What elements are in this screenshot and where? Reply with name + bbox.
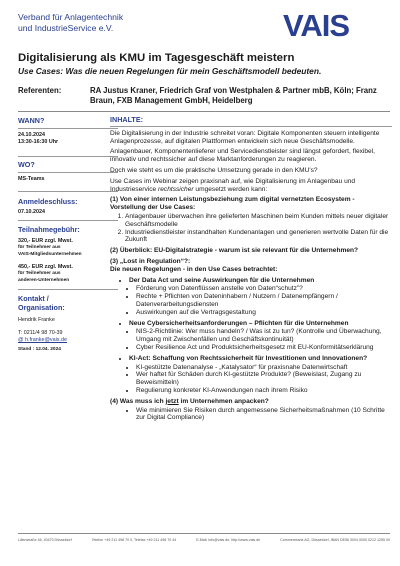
point-1-heading: (1) Von einer internen Leistungsbeziehung zum digital vernetzten Ecosystem - Vorstellung der Use Cases: [110, 196, 355, 212]
list-item: • KI-gestützte Datenanalyse - „Katalysator“ für praxisnahe Datenwirtschaft [136, 364, 392, 372]
wo-heading: WO? [18, 160, 35, 169]
inhalte-section [110, 116, 392, 422]
divider [18, 156, 118, 157]
ki-list [110, 364, 392, 395]
list-item: • Förderung von Datenflüssen anstelle von Daten“schutz”? [136, 285, 392, 293]
intro-paragraph-3: Doch wie steht es um die praktische Umsetzung gerade in den KMU's? [110, 166, 318, 174]
fee-others: 450,- EUR zzgl. Mwst. [18, 264, 73, 270]
data-act-list [110, 285, 392, 316]
gebuehr-heading: Teilnahmegebühr: [18, 225, 80, 234]
fee-others-note-2: anderen-Unternehmen [18, 277, 70, 283]
list-item: • Cyber Resilience Act und Produktsicherheitsgesetz mit EU-Konformitätserklärung [136, 344, 392, 352]
contact-email-link[interactable]: @ h.franke@vais.de [18, 337, 68, 343]
intro-paragraph-1: Die Digitalisierung in der Industrie schreitet voran: Digitale Komponenten steuern intelligente Anlagenprozesse, auf digitalen Plattformen entwickeln sich neue Geschäftsmodelle. [110, 129, 380, 145]
kontakt-heading-1: Kontakt / [18, 294, 49, 303]
divider [18, 128, 118, 129]
point-3-subheading: Die neuen Regelungen - in den Use Cases betrachtet: [110, 265, 278, 273]
org-line-1: Verband für Anlagentechnik [18, 12, 124, 22]
fee-members-note-1: für Teilnehmer aus [18, 245, 61, 250]
fee-others-note-1: für Teilnehmer aus [18, 271, 61, 276]
intro-paragraph-4 [110, 178, 392, 194]
footer-bank: Commerzbank AG, Düsseldorf, IBAN DE56 3004 0000 0212 1255 00 [280, 538, 390, 542]
contact-name: Hendrik Franke [18, 317, 55, 323]
list-item: • Wer haftet für Schäden durch KI-gestützte Produkte? (Beweislast, Zugang zu Beweismitteln) [136, 371, 392, 387]
list-item: • NIS-2-Richtlinie: Wer muss handeln? / Was ist zu tun? (Kontrolle und Überwachung, Umgang mit Zwischenfällen und Geschäftskontinuität) [136, 328, 392, 344]
footer-divider [18, 533, 390, 534]
stand-date: Stand : 12.04. 2024 [18, 347, 61, 352]
list-item: • Neue Cybersicherheitsanforderungen – Pflichten für die Unternehmen [129, 320, 392, 328]
point-4-heading [110, 398, 392, 406]
list-item: 1. Anlagenbauer überwachen ihre gelieferten Maschinen beim Kunden mittels neuer digitaler Geschäftsmodelle [125, 213, 392, 229]
list-item: 2. Industriedienstleister instandhalten Kundenanlagen und generieren wertvolle Daten für die Zukunft [125, 229, 392, 245]
footer [18, 538, 390, 543]
anmeldeschluss-heading: Anmeldeschluss: [18, 197, 78, 206]
intro-4b: rechtssicher [158, 185, 194, 193]
fee-members-note-2: VAIS-Mitgliedsunternehmen [18, 251, 82, 257]
intro-paragraph-2: Anlagenbauer, Komponentenlieferer und Servicedienstleister sind längst gefordert, flexibel, innovativ und rechtssicher auf diese Marktanforderungen zu reagieren. [110, 148, 376, 164]
sidebar-info [18, 116, 108, 354]
intro-4a: Use Cases im Webinar zeigen praxisnah auf, wie Digitalisierung im Anlagenbau und Industrieservice [110, 177, 356, 193]
org-name [18, 12, 123, 33]
page-subtitle: Use Cases: Was die neuen Regelungen für mein Geschäftsmodell bedeuten. [18, 66, 322, 76]
point-3-heading: (3) „Lost in Regulation“?: [110, 257, 191, 265]
cyber-list [110, 328, 392, 351]
org-line-2: und IndustrieService e.V. [18, 22, 114, 33]
divider [18, 172, 118, 173]
event-date: 24.10.2024 [18, 132, 45, 138]
list-item: • Regulierung konkreter KI-Anwendungen nach ihrem Risiko [136, 387, 392, 395]
topic-list [110, 355, 392, 363]
divider [18, 220, 118, 221]
topic-list [110, 277, 392, 285]
inhalte-heading: INHALTE: [110, 115, 144, 124]
point-2-heading: (2) Überblick: EU-Digitalstrategie - warum ist sie relevant für die Unternehmen? [110, 247, 359, 255]
point-4-list [110, 407, 392, 423]
point-4a: (4) Was muss ich [110, 397, 164, 405]
divider [18, 289, 118, 290]
list-item: • Wie minimieren Sie Risiken durch angemessene Sicherheitsmaßnahmen (10 Schritte zur Digital Compliance) [136, 407, 392, 423]
header [0, 0, 400, 52]
point-1-list [110, 213, 392, 244]
referenten-text: RA Justus Kraner, Friedrich Graf von Westphalen & Partner mbB, Köln; Franz Braun, FXB Management GmbH, Heidelberg [90, 86, 377, 105]
footer-web: E-Mail: info@vais.de, http://www.vais.de [196, 538, 261, 542]
list-item: • Rechte + Pflichten von Dateninhabern / Nutzern / Datenempfängern / Datenverarbeitungsdiensten [136, 293, 392, 309]
event-location: MS-Teams [18, 176, 45, 182]
list-item: • Auswirkungen auf die Vertragsgestaltung [136, 309, 392, 317]
list-item: • KI-Act: Schaffung von Rechtssicherheit für Investitionen und Innovationen? [129, 355, 392, 363]
footer-address: Lilienstraße 46, 40470 Düsseldorf [18, 538, 72, 542]
divider [18, 111, 390, 112]
fee-members: 320,- EUR zzgl. Mwst. [18, 238, 73, 244]
divider [110, 126, 392, 127]
logo-text: VAIS [283, 10, 350, 40]
footer-phone: Telefon +49 211 498 70 0, Telefax +49 211 498 70 44 [91, 538, 177, 542]
event-time: 13:30-16:30 Uhr [18, 139, 59, 145]
intro-4c: umgesetzt werden kann: [195, 185, 268, 193]
list-item: • Der Data Act und seine Auswirkungen für die Unternehmen [129, 277, 392, 285]
topic-list [110, 320, 392, 328]
kontakt-heading-2: Organisation: [18, 303, 65, 312]
point-4c: im Unternehmen anpacken? [180, 397, 269, 405]
anmeldeschluss-date: 07.10.2024 [18, 209, 45, 215]
wann-heading: WANN? [18, 116, 45, 125]
point-4b: jetzt [165, 397, 179, 405]
vais-logo [283, 10, 383, 40]
divider [18, 191, 118, 192]
contact-phone: T: 0211/4 98 70-39 [18, 330, 63, 336]
referenten-label: Referenten: [18, 86, 62, 95]
page-title: Digitalisierung als KMU im Tagesgeschäft meistern [18, 52, 295, 64]
